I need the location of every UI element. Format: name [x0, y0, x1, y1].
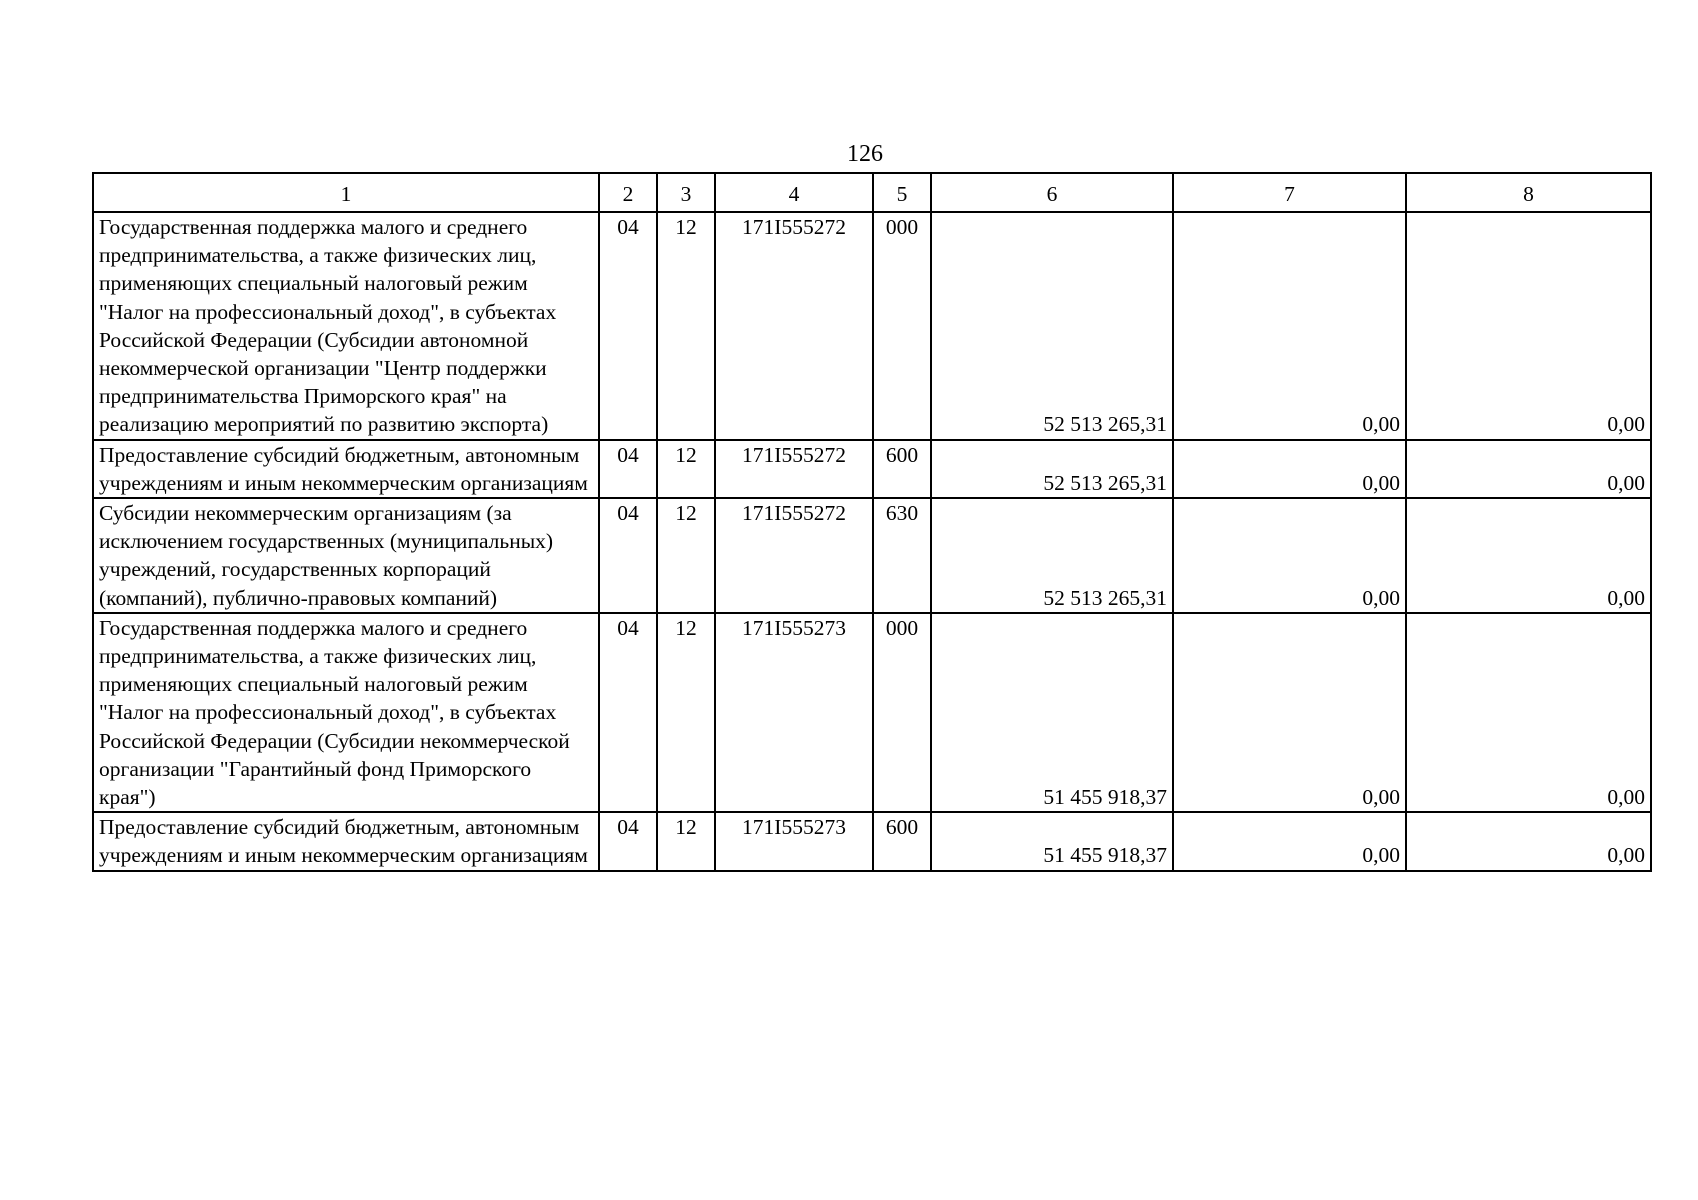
section-code-cell: 04	[599, 440, 657, 498]
amount-col7-cell: 0,00	[1173, 440, 1406, 498]
amount-col6-cell: 52 513 265,31	[931, 440, 1173, 498]
subsection-code-cell: 12	[657, 498, 715, 613]
amount-col6-cell: 51 455 918,37	[931, 613, 1173, 812]
amount-col7-cell: 0,00	[1173, 212, 1406, 440]
row-name-cell: Государственная поддержка малого и среднего предпринимательства, а также физических лиц, применяющих специальный налоговый режим "Налог на профессиональный доход", в субъектах Российской Федерации (Субсидии некоммерческой организации "Гарантийный фонд Приморского края")	[93, 613, 599, 812]
section-code-cell: 04	[599, 613, 657, 812]
amount-col8-cell: 0,00	[1406, 812, 1651, 870]
column-header: 1	[93, 173, 599, 212]
column-header: 3	[657, 173, 715, 212]
page-number: 126	[847, 141, 883, 167]
subsection-code-cell: 12	[657, 440, 715, 498]
section-code-cell: 04	[599, 212, 657, 440]
target-article-cell: 171I555272	[715, 212, 873, 440]
subsection-code-cell: 12	[657, 613, 715, 812]
column-header: 7	[1173, 173, 1406, 212]
amount-col7-cell: 0,00	[1173, 613, 1406, 812]
column-header: 4	[715, 173, 873, 212]
table-row	[93, 498, 1651, 613]
expense-type-cell: 600	[873, 812, 931, 870]
section-code-cell: 04	[599, 812, 657, 870]
amount-col8-cell: 0,00	[1406, 498, 1651, 613]
target-article-cell: 171I555272	[715, 440, 873, 498]
header-row	[93, 173, 1651, 212]
column-header: 6	[931, 173, 1173, 212]
expense-type-cell: 000	[873, 613, 931, 812]
table-row	[93, 812, 1651, 870]
expense-type-cell: 630	[873, 498, 931, 613]
expense-type-cell: 600	[873, 440, 931, 498]
table-row	[93, 613, 1651, 812]
target-article-cell: 171I555273	[715, 613, 873, 812]
column-header: 5	[873, 173, 931, 212]
amount-col8-cell: 0,00	[1406, 613, 1651, 812]
amount-col6-cell: 52 513 265,31	[931, 212, 1173, 440]
expense-type-cell: 000	[873, 212, 931, 440]
budget-table	[92, 172, 1652, 872]
subsection-code-cell: 12	[657, 812, 715, 870]
amount-col6-cell: 51 455 918,37	[931, 812, 1173, 870]
column-header: 2	[599, 173, 657, 212]
table-row	[93, 440, 1651, 498]
table-row	[93, 212, 1651, 440]
amount-col8-cell: 0,00	[1406, 212, 1651, 440]
row-name-cell: Предоставление субсидий бюджетным, автономным учреждениям и иным некоммерческим организациям	[93, 812, 599, 870]
amount-col6-cell: 52 513 265,31	[931, 498, 1173, 613]
target-article-cell: 171I555273	[715, 812, 873, 870]
row-name-cell: Предоставление субсидий бюджетным, автономным учреждениям и иным некоммерческим организациям	[93, 440, 599, 498]
amount-col7-cell: 0,00	[1173, 498, 1406, 613]
amount-col7-cell: 0,00	[1173, 812, 1406, 870]
target-article-cell: 171I555272	[715, 498, 873, 613]
column-header: 8	[1406, 173, 1651, 212]
amount-col8-cell: 0,00	[1406, 440, 1651, 498]
subsection-code-cell: 12	[657, 212, 715, 440]
section-code-cell: 04	[599, 498, 657, 613]
row-name-cell: Государственная поддержка малого и среднего предпринимательства, а также физических лиц, применяющих специальный налоговый режим "Налог на профессиональный доход", в субъектах Российской Федерации (Субсидии автономной некоммерческой организации "Центр поддержки предпринимательства Приморского края" на реализацию мероприятий по развитию экспорта)	[93, 212, 599, 440]
row-name-cell: Субсидии некоммерческим организациям (за исключением государственных (муниципальных) учреждений, государственных корпораций (компаний), публично-правовых компаний)	[93, 498, 599, 613]
